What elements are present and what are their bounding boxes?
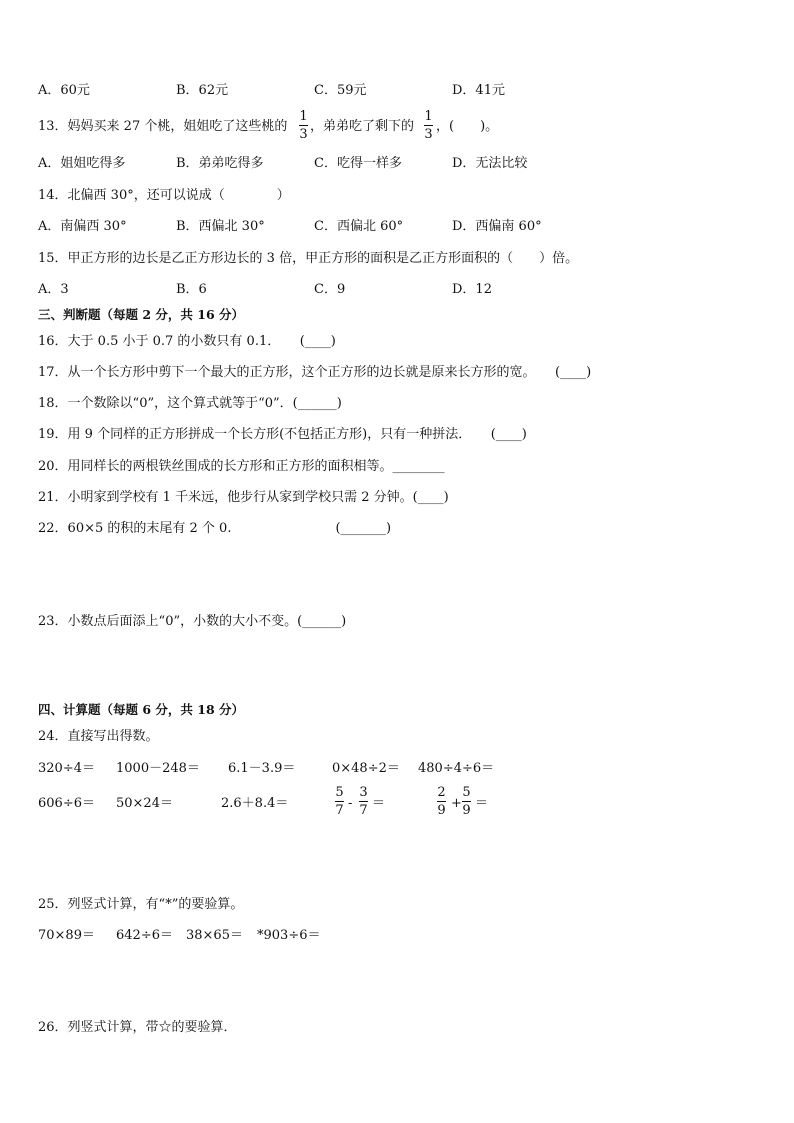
q17-text: 17．从一个长方形中剪下一个最大的正方形，这个正方形的边长就是原来长方形的宽。 (____) xyxy=(38,365,592,380)
q13-fraction-1 xyxy=(299,110,308,141)
q24-fraction xyxy=(335,786,344,817)
q14-option-b: B．西偏北 30° xyxy=(176,219,265,234)
q12-option-b: B．62元 xyxy=(176,83,229,98)
q14-option-c: C．西偏北 60° xyxy=(314,219,404,234)
fraction-numerator: 5 xyxy=(335,785,344,800)
fraction-denominator: 3 xyxy=(424,127,433,142)
fraction-denominator: 9 xyxy=(437,803,446,818)
fraction-bar xyxy=(424,125,433,126)
fraction-denominator: 3 xyxy=(299,127,308,142)
equals-sign: ＝ xyxy=(372,796,386,811)
q24-fraction xyxy=(359,786,368,817)
q13-text-middle: ，弟弟吃了剩下的 xyxy=(310,119,415,134)
fraction-bar xyxy=(462,801,471,802)
q14-text: 14．北偏西 30°，还可以说成（ ） xyxy=(38,188,290,203)
q15-option-a: A．3 xyxy=(38,282,69,297)
q15-option-d: D．12 xyxy=(452,282,492,297)
q25-expression: 70×89＝ xyxy=(38,928,95,943)
q24-expression: 1000－248＝ xyxy=(116,761,200,776)
section4-title: 四、计算题（每题 6 分，共 18 分） xyxy=(38,702,245,717)
fraction-numerator: 2 xyxy=(437,785,446,800)
q14-option-a: A．南偏西 30° xyxy=(38,219,127,234)
q15-option-b: B．6 xyxy=(176,282,207,297)
fraction-denominator: 7 xyxy=(359,803,368,818)
q24-fraction xyxy=(462,786,471,817)
q24-expression: 320÷4＝ xyxy=(38,761,95,776)
fraction-denominator: 7 xyxy=(335,803,344,818)
q24-fraction xyxy=(437,786,446,817)
q23-text: 23．小数点后面添上“0”，小数的大小不变。(______) xyxy=(38,614,347,629)
q24-text: 24．直接写出得数。 xyxy=(38,729,159,744)
q24-expression: 606÷6＝ xyxy=(38,796,95,811)
q12-option-a: A．60元 xyxy=(38,83,90,98)
q14-option-d: D．西偏南 60° xyxy=(452,219,542,234)
fraction-bar xyxy=(335,801,344,802)
q24-expression: 6.1－3.9＝ xyxy=(228,761,296,776)
q25-expression: 38×65＝ xyxy=(186,928,243,943)
fraction-bar xyxy=(359,801,368,802)
minus-operator: - xyxy=(348,796,353,811)
q13-text-prefix: 13．妈妈买来 27 个桃，姐姐吃了这些桃的 xyxy=(38,119,288,134)
q24-expression: 480÷4÷6＝ xyxy=(418,761,495,776)
fraction-bar xyxy=(437,801,446,802)
q13-option-a: A．姐姐吃得多 xyxy=(38,156,126,171)
q12-option-d: D．41元 xyxy=(452,83,505,98)
q24-expression: 50×24＝ xyxy=(116,796,173,811)
equals-sign: ＝ xyxy=(475,796,489,811)
q24-expression: 2.6＋8.4＝ xyxy=(221,796,289,811)
fraction-bar xyxy=(299,125,308,126)
q13-option-d: D．无法比较 xyxy=(452,156,528,171)
fraction-numerator: 1 xyxy=(424,109,433,124)
q22-text: 22．60×5 的积的末尾有 2 个 0. (_______) xyxy=(38,521,392,536)
q21-text: 21．小明家到学校有 1 千米远，他步行从家到学校只需 2 分钟。(____) xyxy=(38,490,449,505)
plus-operator: + xyxy=(451,796,462,811)
fraction-denominator: 9 xyxy=(462,803,471,818)
fraction-numerator: 5 xyxy=(462,785,471,800)
q12-option-c: C．59元 xyxy=(314,83,367,98)
q18-text: 18．一个数除以“0”，这个算式就等于“0”．(______) xyxy=(38,396,342,411)
q26-text: 26．列竖式计算，带☆的要验算． xyxy=(38,1020,237,1035)
fraction-numerator: 3 xyxy=(359,785,368,800)
q15-option-c: C．9 xyxy=(314,282,346,297)
q13-option-c: C．吃得一样多 xyxy=(314,156,402,171)
q13-text-suffix: ，( )。 xyxy=(436,119,499,134)
q25-text: 25．列竖式计算，有“*”的要验算。 xyxy=(38,897,244,912)
q16-text: 16．大于 0.5 小于 0.7 的小数只有 0.1． (____) xyxy=(38,334,336,349)
section3-title: 三、判断题（每题 2 分，共 16 分） xyxy=(38,307,245,322)
q25-expression: 642÷6＝ xyxy=(116,928,173,943)
q19-text: 19．用 9 个同样的正方形拼成一个长方形(不包括正方形)，只有一种拼法． (____) xyxy=(38,427,527,442)
q13-fraction-2 xyxy=(424,110,433,141)
q20-text: 20．用同样长的两根铁丝围成的长方形和正方形的面积相等。________ xyxy=(38,459,445,474)
q25-expression: *903÷6＝ xyxy=(257,928,321,943)
q15-text: 15．甲正方形的边长是乙正方形边长的 3 倍，甲正方形的面积是乙正方形面积的（ ）倍。 xyxy=(38,251,579,266)
fraction-numerator: 1 xyxy=(299,109,308,124)
q13-option-b: B．弟弟吃得多 xyxy=(176,156,264,171)
q24-expression: 0×48÷2＝ xyxy=(332,761,400,776)
